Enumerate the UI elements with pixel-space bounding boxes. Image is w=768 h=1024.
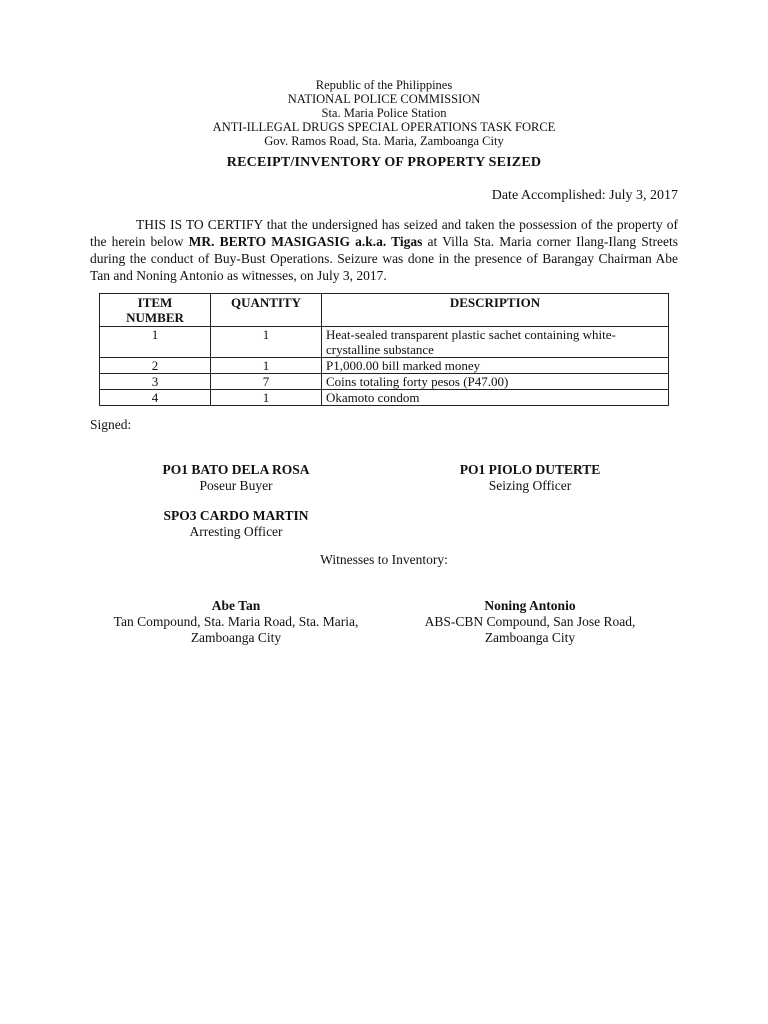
cell-description: Okamoto condom (322, 390, 669, 406)
signatory-name: SPO3 CARDO MARTIN (163, 508, 309, 523)
header-quantity: QUANTITY (211, 294, 322, 327)
signatory-arresting-officer (120, 508, 352, 540)
cell-quantity: 1 (211, 390, 322, 406)
witness-address-line1: Tan Compound, Sta. Maria Road, Sta. Maria, (113, 614, 359, 629)
letterhead-line-station: Sta. Maria Police Station (321, 106, 447, 120)
signatory-name: PO1 PIOLO DUTERTE (459, 462, 601, 477)
signatory-role: Poseur Buyer (199, 478, 273, 493)
letterhead-line-address: Gov. Ramos Road, Sta. Maria, Zamboanga City (264, 134, 504, 148)
certification-text-end: at Villa Sta. Maria corner Ilang-Ilang Streets during the conduct of Buy-Bust Operations. Seizure was done in the presence of Barangay Chairman Abe Tan and Noning Antonio as witnesses, on July 3, 2017. (90, 234, 679, 283)
witness-address-line1: ABS-CBN Compound, San Jose Road, (424, 614, 636, 629)
table-row (100, 327, 669, 358)
suspect-name: MR. BERTO MASIGASIG a.k.a. Tigas (188, 234, 423, 249)
cell-item: 1 (100, 327, 211, 358)
witness-name: Noning Antonio (484, 598, 576, 613)
header-description: DESCRIPTION (322, 294, 669, 327)
signatory-role: Arresting Officer (189, 524, 283, 539)
witness-address-line2: Zamboanga City (484, 630, 576, 645)
signatory-poseur-buyer (120, 462, 352, 494)
witness-address-line2: Zamboanga City (190, 630, 282, 645)
letterhead-line-task-force: ANTI-ILLEGAL DRUGS SPECIAL OPERATIONS TASK FORCE (212, 120, 556, 134)
letterhead-line-commission: NATIONAL POLICE COMMISSION (287, 92, 481, 106)
date-accomplished: Date Accomplished: July 3, 2017 (491, 188, 678, 203)
header-item-line2: NUMBER (126, 310, 184, 325)
cell-description: Heat-sealed transparent plastic sachet containing white-crystalline substance (322, 327, 669, 358)
cell-description: Coins totaling forty pesos (P47.00) (322, 374, 669, 390)
inventory-table (99, 293, 669, 406)
cell-item: 4 (100, 390, 211, 406)
cell-item: 2 (100, 358, 211, 374)
header-item-line1: ITEM (137, 295, 173, 310)
cell-quantity: 1 (211, 327, 322, 358)
inventory-header-row (100, 294, 669, 327)
letterhead (0, 78, 768, 148)
witness-name: Abe Tan (211, 598, 261, 613)
cell-quantity: 7 (211, 374, 322, 390)
table-row (100, 390, 669, 406)
signatory-name: PO1 BATO DELA ROSA (162, 462, 310, 477)
cell-description: P1,000.00 bill marked money (322, 358, 669, 374)
witnesses-heading: Witnesses to Inventory: (320, 552, 448, 567)
header-item-number (100, 294, 211, 327)
certification-paragraph (90, 216, 678, 284)
table-row (100, 358, 669, 374)
witness-noning-antonio (400, 598, 660, 646)
document-title: RECEIPT/INVENTORY OF PROPERTY SEIZED (226, 155, 542, 170)
certification-text-start: THIS IS TO CERTIFY that the undersigned has seized and taken the possession of the property of the herein below (90, 217, 678, 249)
signatory-seizing-officer (412, 462, 648, 494)
table-row (100, 374, 669, 390)
cell-item: 3 (100, 374, 211, 390)
letterhead-line-republic: Republic of the Philippines (315, 78, 453, 92)
witness-abe-tan (92, 598, 380, 646)
cell-quantity: 1 (211, 358, 322, 374)
signatory-role: Seizing Officer (488, 478, 572, 493)
signed-label: Signed: (90, 417, 132, 432)
